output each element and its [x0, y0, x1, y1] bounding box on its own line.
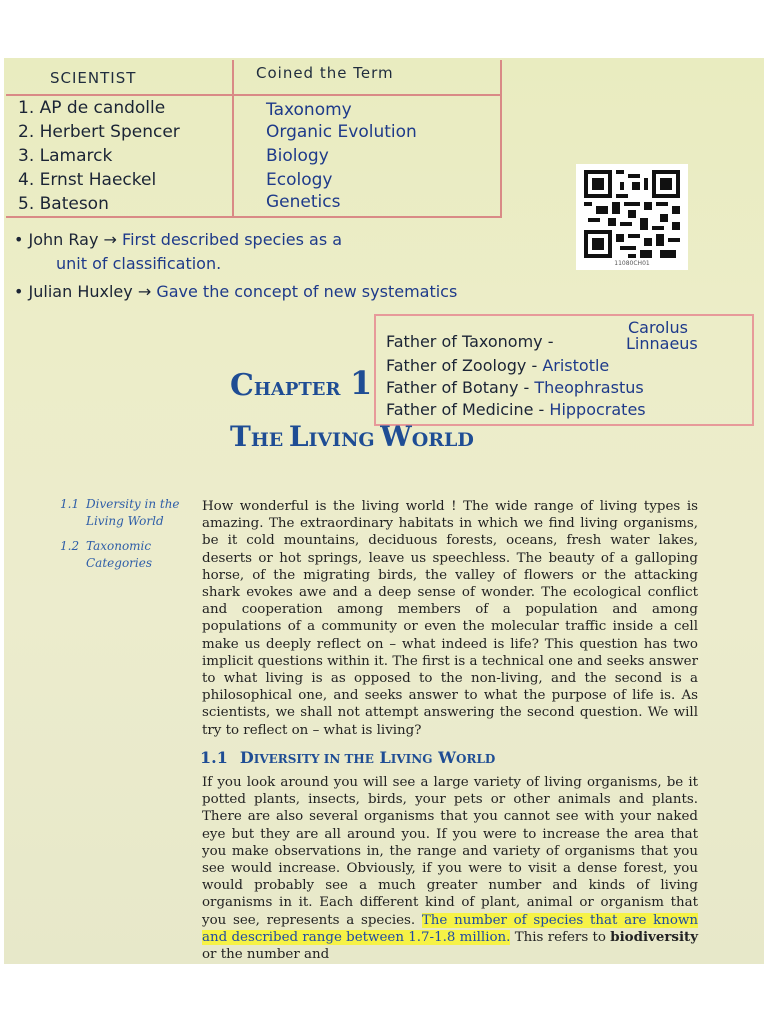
note-julian-huxley	[14, 282, 457, 301]
arrow-icon: →	[103, 230, 117, 249]
note-john-ray-continued	[56, 254, 221, 273]
note-text: unit of classification.	[56, 254, 222, 273]
highlighted-text: The number of species that are known and described range between 1.7-1.8 million.	[202, 912, 698, 945]
bullet: •	[14, 282, 24, 301]
father-name: Linnaeus	[626, 334, 698, 353]
section-heading: 1.1 DIVERSITY IN THE LIVING WORLD	[200, 748, 496, 767]
qr-code[interactable]	[576, 164, 688, 270]
intro-paragraph: How wonderful is the living world ! The wide range of living types is amazing. The extraordinary habitats in which we find living organisms, be it cold mountains, deciduous forests, oceans, fresh water lakes, deserts or hot springs, leave us speechless. The beauty of a galloping horse, of the migrating birds, the valley of flowers or the attacking shark evokes awe and a deep sense of wonder. The ecological conflict and cooperation among members of a population and among populations of a community or even the molecular traffic inside a cell make us deeply reflect on – what indeed is life? This question has two implicit questions within it. The first is a technical one and seeks answer to what living is as opposed to the non-living, and the second is a philosophical one, and seeks answer to what the purpose of life is. As scientists, we shall not attempt answering the second question. We will try to reflect on – what is living?	[202, 499, 698, 738]
textbook-page	[4, 58, 764, 964]
qr-code-icon	[584, 170, 680, 258]
table-row-scientist: 4. Ernst Haeckel	[18, 170, 157, 190]
father-name: Aristotle	[542, 356, 610, 375]
father-name: Hippocrates	[549, 400, 646, 419]
table-row-scientist: 2. Herbert Spencer	[18, 122, 180, 142]
table-row-scientist: 5. Bateson	[18, 194, 109, 214]
table-row-term: Organic Evolution	[266, 122, 417, 142]
scientist-term-table	[6, 60, 502, 218]
bold-term: biodiversity	[610, 928, 698, 945]
father-botany: Father of Botany - Theophrastus	[386, 378, 644, 397]
bullet: •	[14, 230, 24, 249]
father-name: Carolus	[628, 318, 688, 337]
table-header-divider	[6, 94, 500, 96]
note-name: John Ray	[28, 230, 99, 249]
chapter-label: CHAPTER	[230, 368, 341, 403]
table-header-term: Coined the Term	[256, 64, 394, 82]
table-row-term: Biology	[266, 146, 329, 166]
father-name: Theophrastus	[534, 378, 644, 397]
note-text: First described species as a	[122, 230, 343, 249]
qr-code-label: 11080CH01	[614, 260, 650, 267]
table-row-scientist: 1. AP de candolle	[18, 98, 166, 118]
table-row-term: Genetics	[266, 192, 341, 212]
note-john-ray	[14, 230, 342, 249]
table-header-scientist: SCIENTIST	[50, 69, 137, 87]
father-taxonomy: Father of Taxonomy -	[386, 332, 554, 351]
note-text: Gave the concept of new systematics	[156, 282, 458, 301]
toc-item[interactable]: 1.1 Diversity in the Living World	[60, 497, 180, 528]
table-column-divider	[232, 60, 234, 216]
chapter-number: 1	[350, 364, 373, 402]
table-row-scientist: 3. Lamarck	[18, 146, 113, 166]
table-row-term: Taxonomy	[266, 100, 352, 120]
toc-item[interactable]: 1.2 Taxonomic Categories	[60, 539, 152, 570]
chapter-title: THE LIVING WORLD	[230, 420, 474, 453]
father-zoology: Father of Zoology - Aristotle	[386, 356, 610, 375]
arrow-icon: →	[137, 282, 152, 301]
table-row-term: Ecology	[266, 170, 333, 190]
note-name: Julian Huxley	[28, 282, 133, 301]
fathers-box	[374, 314, 754, 426]
father-medicine: Father of Medicine - Hippocrates	[386, 400, 646, 419]
diversity-paragraph: If you look around you will see a large variety of living organisms, be it potted plants, insects, birds, your pets or other animals and plants. There are also several organisms that you cannot see with your naked eye but they are all around you. If you were to increase the area that you make observations in, the range and variety of organisms that you see would increase. Obviously, if you were to visit a dense forest, you would probably see a much greater number and kinds of living organisms in it. Each different kind of plant, animal or organism that you see, represents a species. The number of species that are known and described range between 1.7-1.8 million. This refers to biodiversity or the number and	[202, 775, 698, 963]
chapter-contents	[60, 496, 190, 580]
